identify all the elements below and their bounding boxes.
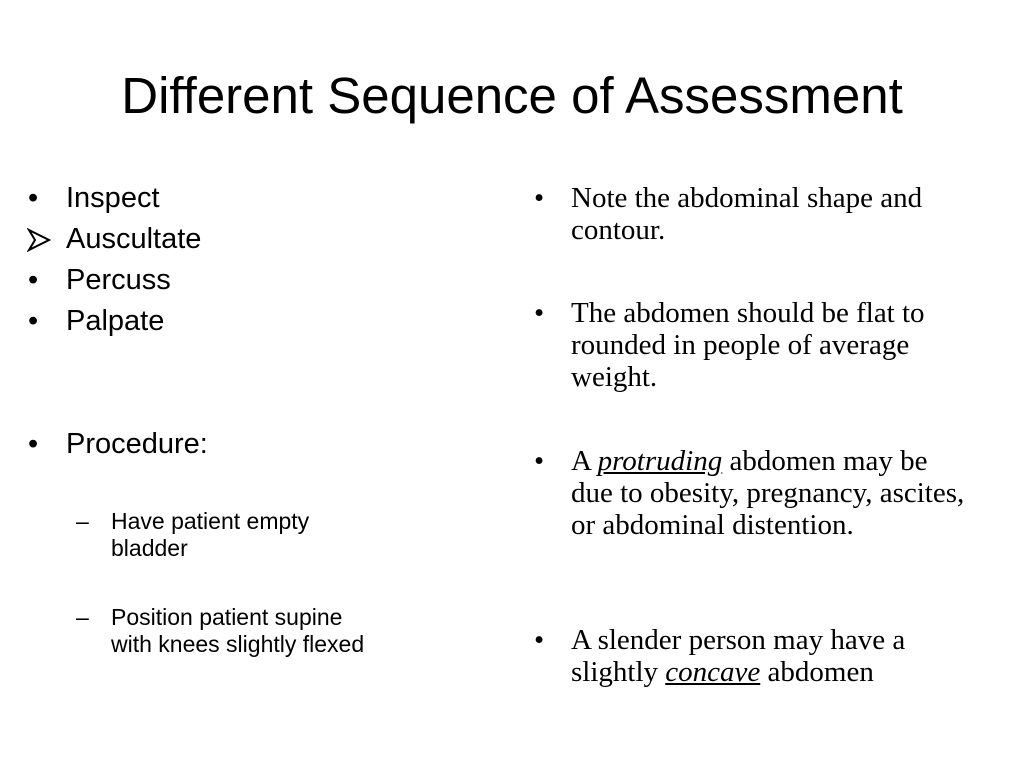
step-inspect: Inspect bbox=[66, 182, 160, 214]
dash-marker: – bbox=[76, 508, 89, 534]
slide-title: Different Sequence of Assessment bbox=[121, 67, 903, 124]
emphasized-term: concave bbox=[665, 656, 761, 688]
right-bullet-text bbox=[571, 445, 971, 541]
bullet-marker: • bbox=[534, 182, 545, 214]
emphasized-term: protruding bbox=[597, 445, 723, 477]
bullet-marker: • bbox=[534, 297, 545, 329]
step-percuss: Percuss bbox=[66, 264, 171, 296]
right-bullet-text bbox=[571, 624, 971, 688]
sub-item-line: with knees slightly flexed bbox=[111, 631, 365, 657]
right-bullet-text bbox=[571, 182, 971, 246]
bullet-marker: • bbox=[28, 264, 39, 296]
text-run: The abdomen should be flat to rounded in people of average weight. bbox=[571, 297, 925, 393]
bullet-marker: • bbox=[534, 445, 545, 477]
bullet-marker: • bbox=[28, 305, 39, 337]
step-palpate: Palpate bbox=[66, 305, 165, 337]
text-run: abdomen may be due to obesity, pregnancy, ascites, or abdominal distention. bbox=[571, 445, 965, 541]
text-run: abdomen bbox=[760, 656, 874, 688]
text-run: Note the abdominal shape and contour. bbox=[571, 182, 923, 246]
arrow-bullet-icon bbox=[27, 228, 51, 252]
bullet-marker: • bbox=[28, 182, 39, 214]
bullet-marker: • bbox=[534, 624, 545, 656]
left-column bbox=[0, 0, 480, 768]
bullet-marker: • bbox=[28, 428, 39, 460]
step-auscultate: Auscultate bbox=[66, 223, 202, 255]
right-bullet-text bbox=[571, 297, 971, 393]
dash-marker: – bbox=[76, 604, 89, 630]
sub-item-line: bladder bbox=[111, 535, 188, 561]
procedure-label: Procedure: bbox=[66, 428, 208, 460]
sub-item-line: Position patient supine bbox=[111, 604, 343, 630]
text-run: A slender person may have a slightly bbox=[571, 624, 906, 688]
sub-item-line: Have patient empty bbox=[111, 508, 310, 534]
text-run: A bbox=[571, 445, 598, 477]
